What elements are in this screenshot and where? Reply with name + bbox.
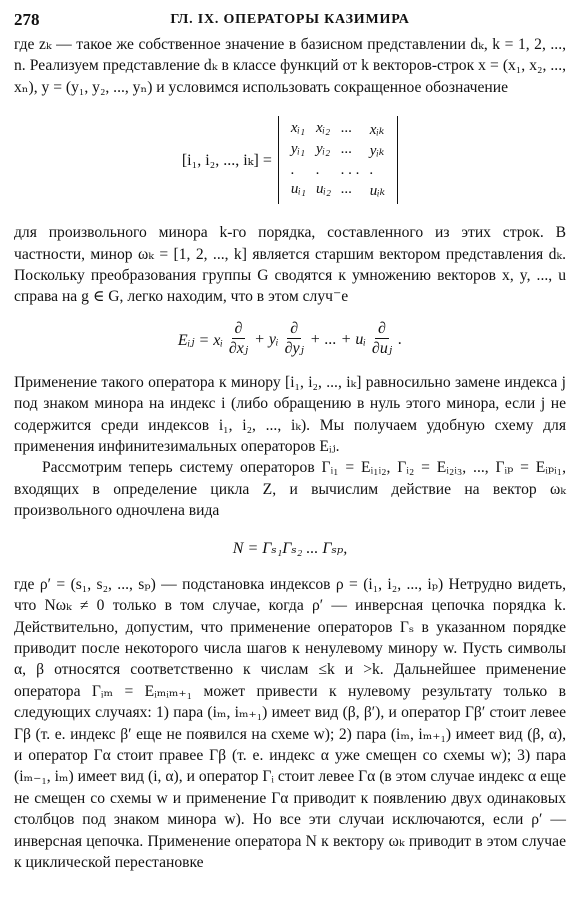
det-cell: yᵢ₁	[290, 141, 306, 158]
fraction-numerator: ∂	[232, 320, 246, 339]
determinant-formula	[14, 98, 566, 222]
det-cell: .	[315, 162, 320, 179]
paragraph-5: где ρ′ = (s₁, s₂, ..., sₚ) — подстановка индексов ρ = (i₁, i₂, ..., iₚ) Нетрудно видеть, что Nωₖ ≠ 0 только в том случае, когда ρ′ — инверсная цепочка порядка k. Действительно, допустим, что применение операторов Γₛ в указанном порядке приводит после некоторого числа шагов к ненулевому минору w. Пусть символы α, β относятся соответственно к числам ≤k и >k. Дальнейшее применение оператора Γᵢₘ = Eᵢₘᵢₘ₊₁ может привести к нулевому результату только в следующих случаях: 1) пара (iₘ, iₘ₊₁) имеет вид (β, β′), и оператор Γβ′ стоит левее Γβ (т. е. индекс β′ еще не появился на схеме w); 2) пара (iₘ, iₘ₊₁) имеет вид (β, α), и оператор Γα стоит правее Γβ (т. е. индекс α уже смещен со схемы w); 3) пара (iₘ₋₁, iₘ) имеет вид (i, α), и оператор Γᵢ стоит левее Γα (в этом случае индекс α еще не смещен со схемы w и применение Γα приводит к появлению двух одинаковых столбцов под знаком минора w). Но все эти случаи исключаются, если ρ′ — инверсная цепочка. Применение оператора N к вектору ωₖ приводит в этом случае к циклической перестановке	[14, 575, 566, 871]
det-cell: uᵢ₁	[290, 181, 306, 198]
n-formula	[14, 522, 566, 574]
paragraph-4: Рассмотрим теперь систему операторов Γᵢ₁ = Eᵢ₁ᵢ₂, Γᵢ₂ = Eᵢ₂ᵢ₃, ..., Γᵢₚ = Eᵢₚᵢ₁, входящих в определение цикла Z, и вычислим действие на вектор ωₖ произвольного одночлена вида	[14, 459, 566, 520]
fraction	[282, 320, 307, 359]
eij-end: .	[398, 330, 403, 348]
page-header	[14, 8, 566, 34]
paragraph-2: для произвольного минора k-го порядка, составленного из этих строк. В частности, минор ωₖ = [1, 2, ..., k] является старшим вектором представления dₖ. Поскольку преобразования группы G сводятся к умножению векторов x, y, ..., u справа на g ∈ G, легко находим, что в этом случ⁻е	[14, 224, 566, 306]
determinant-lhs: [i₁, i₂, ..., iₖ] =	[181, 152, 272, 170]
determinant-matrix	[278, 116, 398, 204]
eij-formula	[14, 308, 566, 372]
det-cell: .	[369, 162, 374, 179]
det-cell: ...	[341, 120, 353, 137]
det-cell: xᵢₖ	[369, 122, 385, 139]
fraction	[226, 320, 251, 359]
det-cell: yᵢ₂	[315, 141, 331, 158]
paragraph-1: где zₖ — такое же собственное значение в базисном представлении dₖ, k = 1, 2, ..., n. Реализуем представление dₖ в классе функций от k векторов-строк x = (x₁, x₂, ..., xₙ), y = (y₁, y₂, ..., yₙ) и условимся использовать сокращенное обозначение	[14, 36, 566, 96]
det-cell: xᵢ₁	[290, 120, 306, 137]
page-number: 278	[14, 10, 40, 29]
paragraph-3: Применение такого оператора к минору [i₁, i₂, ..., iₖ] равносильно замене индекса j под знаком минора на индекс i (либо обращению в нуль этого минора, если j не содержится среди индексов i₁, i₂, ..., iₖ). Мы получаем удобную схему для применения инфинитезимальных операторов Eᵢⱼ.	[14, 373, 566, 456]
det-cell: uᵢ₂	[315, 181, 332, 198]
det-cell: .	[290, 162, 295, 179]
eij-term: + yᵢ	[254, 330, 279, 348]
n-formula-text: N = Γₛ₁Γₛ₂ ... Γₛₚ,	[232, 539, 348, 557]
eij-lhs: Eᵢⱼ = xᵢ	[177, 331, 223, 349]
det-cell: . . .	[341, 162, 360, 179]
fraction	[369, 320, 395, 359]
running-head: ГЛ. IX. ОПЕРАТОРЫ КАЗИМИРА	[170, 12, 410, 27]
fraction-numerator: ∂	[375, 320, 389, 339]
fraction-numerator: ∂	[287, 320, 301, 339]
eij-term: + ... + uᵢ	[309, 330, 366, 348]
det-cell: ...	[341, 141, 353, 158]
det-cell: uᵢₖ	[369, 183, 386, 200]
fraction-denominator: ∂xⱼ	[228, 340, 249, 358]
fraction-denominator: ∂uⱼ	[371, 340, 393, 358]
det-cell: xᵢ₂	[315, 120, 331, 137]
det-cell: ...	[341, 181, 353, 198]
det-cell: yᵢₖ	[369, 143, 385, 160]
fraction-denominator: ∂yⱼ	[284, 340, 304, 358]
